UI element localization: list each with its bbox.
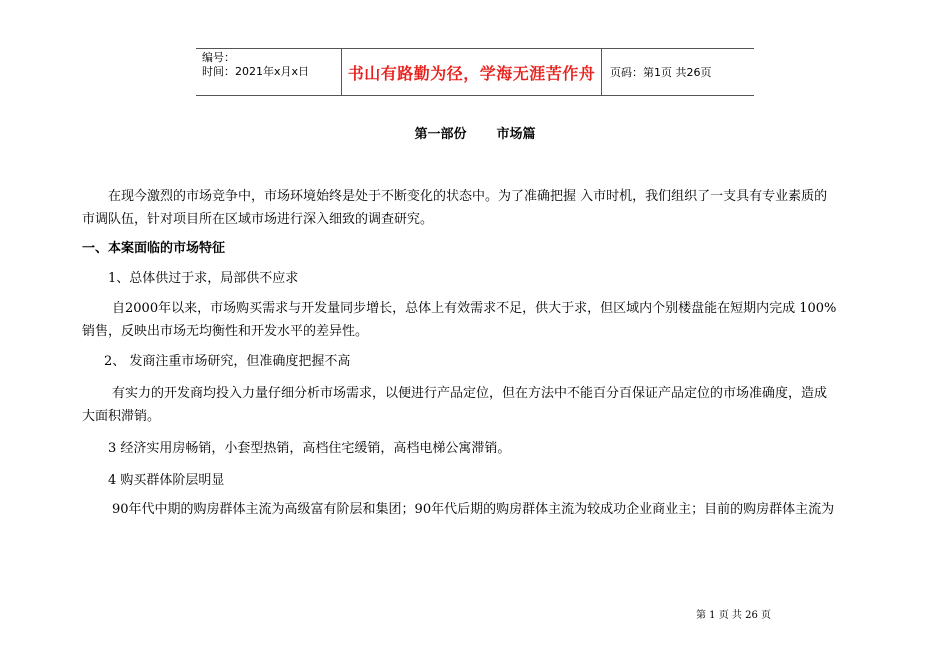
section-1-heading bbox=[82, 237, 872, 260]
intro-paragraph bbox=[82, 185, 872, 231]
item-1-line-1: 自2000年以来，市场购买需求与开发量同步增长，总体上有效需求不足，供大于求，但区域内个别楼盘能在短期内完成 100% bbox=[112, 301, 837, 316]
item-3-title-text: 3 经济实用房畅销，小套型热销，高档住宅缓销，高档电梯公寓滞销。 bbox=[108, 441, 511, 456]
intro-line-2: 市调队伍，针对项目所在区域市场进行深入细致的调查研究。 bbox=[82, 212, 434, 227]
item-1-title-text: 1、总体供过于求，局部供不应求 bbox=[108, 271, 299, 286]
header-page-info bbox=[602, 49, 754, 95]
item-3-title bbox=[82, 437, 872, 460]
item-2-title bbox=[82, 350, 872, 373]
part-number: 第一部份 bbox=[414, 127, 467, 142]
header-motto-cell bbox=[341, 49, 602, 95]
part-title bbox=[0, 123, 950, 142]
motto-text: 书山有路勤为径，学海无涯苦作舟 bbox=[347, 63, 596, 83]
item-2-paragraph bbox=[82, 382, 872, 428]
item-2-title-text: 2、 发商注重市场研究，但准确度把握不高 bbox=[104, 354, 351, 369]
item-2-line-1: 有实力的开发商均投入力量仔细分析市场需求，以便进行产品定位，但在方法中不能百分百保证产品定位的市场准确度，造成 bbox=[112, 386, 828, 401]
item-1-line-2: 销售，反映出市场无均衡性和开发水平的差异性。 bbox=[82, 324, 369, 339]
item-4-paragraph bbox=[82, 498, 872, 521]
time-label: 时间：2021年x月x日 bbox=[202, 65, 310, 78]
part-name: 市场篇 bbox=[496, 127, 536, 142]
item-2-line-2: 大面积滞销。 bbox=[82, 409, 161, 424]
item-1-title bbox=[82, 267, 872, 290]
code-label: 编号： bbox=[202, 51, 235, 64]
page-footer-text: 第 1 页 共 26 页 bbox=[696, 610, 771, 621]
item-1-paragraph bbox=[82, 297, 872, 343]
page-footer bbox=[696, 606, 771, 621]
item-4-line-1: 90年代中期的购房群体主流为高级富有阶层和集团；90年代后期的购房群体主流为较成功企业商业主；目前的购房群体主流为 bbox=[112, 502, 835, 517]
page-info-text: 页码：第1页 共26页 bbox=[610, 66, 712, 79]
item-4-title-text: 4 购买群体阶层明显 bbox=[108, 473, 225, 488]
item-4-title bbox=[82, 469, 872, 492]
section-heading-text: 一、本案面临的市场特征 bbox=[82, 241, 226, 256]
document-header bbox=[196, 48, 754, 96]
header-meta bbox=[196, 49, 341, 95]
intro-line-1: 在现今激烈的市场竞争中，市场环境始终是处于不断变化的状态中。为了准确把握 入市时机，我们组织了一支具有专业素质的 bbox=[108, 189, 828, 204]
